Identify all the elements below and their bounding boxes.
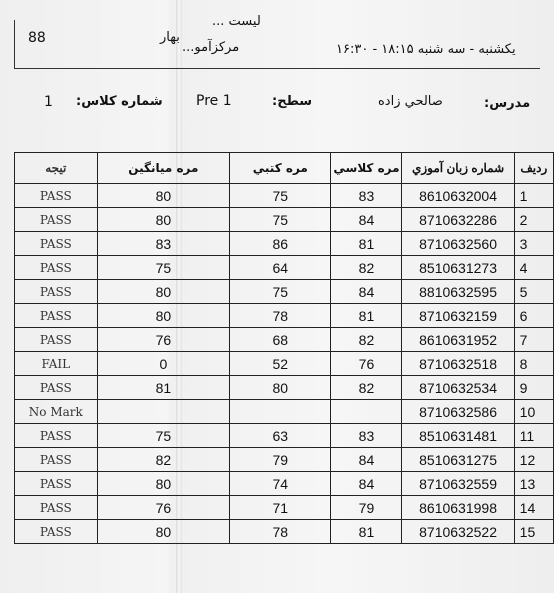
written-mark-cell: 78 bbox=[230, 520, 331, 544]
written-mark-cell: 68 bbox=[230, 328, 331, 352]
average-mark-cell: 80 bbox=[97, 472, 230, 496]
class-mark-cell: 81 bbox=[331, 232, 402, 256]
class-mark-cell bbox=[331, 400, 402, 424]
class-mark-cell: 82 bbox=[331, 328, 402, 352]
result-cell: PASS bbox=[15, 496, 98, 520]
student-id-cell: 8710632559 bbox=[402, 472, 514, 496]
result-cell: FAIL bbox=[15, 352, 98, 376]
average-mark-cell: 76 bbox=[97, 328, 230, 352]
result-cell: PASS bbox=[15, 280, 98, 304]
average-mark-cell: 80 bbox=[97, 208, 230, 232]
student-id-cell: 8610632004 bbox=[402, 184, 514, 208]
result-cell: PASS bbox=[15, 208, 98, 232]
row-number-cell: 6 bbox=[514, 304, 553, 328]
level-value: Pre 1 bbox=[196, 93, 232, 109]
row-number-cell: 5 bbox=[514, 280, 553, 304]
row-number-cell: 8 bbox=[514, 352, 553, 376]
table-row bbox=[15, 232, 554, 256]
student-id-cell: 8710632159 bbox=[402, 304, 514, 328]
row-number-cell: 3 bbox=[514, 232, 553, 256]
result-cell: PASS bbox=[15, 304, 98, 328]
table-row bbox=[15, 256, 554, 280]
average-mark-cell: 83 bbox=[97, 232, 230, 256]
class-mark-cell: 82 bbox=[331, 256, 402, 280]
result-cell: PASS bbox=[15, 232, 98, 256]
table-header-row bbox=[15, 153, 554, 184]
student-id-cell: 8810632595 bbox=[402, 280, 514, 304]
written-mark-cell: 75 bbox=[230, 184, 331, 208]
result-cell: PASS bbox=[15, 448, 98, 472]
result-cell: PASS bbox=[15, 328, 98, 352]
table-row bbox=[15, 328, 554, 352]
table-row bbox=[15, 424, 554, 448]
class-number-label: شماره كلاس: bbox=[76, 94, 163, 109]
written-mark-cell: 71 bbox=[230, 496, 331, 520]
student-id-cell: 8510631273 bbox=[402, 256, 514, 280]
table-row bbox=[15, 520, 554, 544]
written-mark-cell: 64 bbox=[230, 256, 331, 280]
written-mark-cell: 63 bbox=[230, 424, 331, 448]
written-mark-cell: 79 bbox=[230, 448, 331, 472]
table-row bbox=[15, 280, 554, 304]
row-number-cell: 13 bbox=[514, 472, 553, 496]
row-number-cell: 1 bbox=[514, 184, 553, 208]
class-mark-cell: 83 bbox=[331, 184, 402, 208]
class-mark-cell: 81 bbox=[331, 520, 402, 544]
level-label: سطح: bbox=[272, 94, 313, 109]
row-number-cell: 14 bbox=[514, 496, 553, 520]
class-mark-cell: 84 bbox=[331, 448, 402, 472]
grades-table bbox=[14, 152, 554, 544]
col-header-average-mark: مره ميانگين bbox=[97, 153, 230, 184]
class-number-value: 1 bbox=[44, 94, 53, 110]
row-number-cell: 12 bbox=[514, 448, 553, 472]
row-number-cell: 10 bbox=[514, 400, 553, 424]
result-cell: PASS bbox=[15, 376, 98, 400]
table-row bbox=[15, 304, 554, 328]
teacher-value: صالحي زاده bbox=[378, 94, 443, 109]
teacher-label: مدرس: bbox=[484, 96, 531, 111]
col-header-written-mark: مره كتبي bbox=[230, 153, 331, 184]
semester-value: 88 bbox=[28, 30, 46, 46]
average-mark-cell bbox=[97, 400, 230, 424]
written-mark-cell: 78 bbox=[230, 304, 331, 328]
average-mark-cell: 80 bbox=[97, 304, 230, 328]
student-id-cell: 8510631481 bbox=[402, 424, 514, 448]
average-mark-cell: 75 bbox=[97, 256, 230, 280]
student-id-cell: 8710632534 bbox=[402, 376, 514, 400]
class-mark-cell: 79 bbox=[331, 496, 402, 520]
average-mark-cell: 81 bbox=[97, 376, 230, 400]
written-mark-cell: 80 bbox=[230, 376, 331, 400]
written-mark-cell: 75 bbox=[230, 280, 331, 304]
result-cell: PASS bbox=[15, 520, 98, 544]
written-mark-cell: 75 bbox=[230, 208, 331, 232]
table-row bbox=[15, 208, 554, 232]
row-number-cell: 7 bbox=[514, 328, 553, 352]
class-mark-cell: 84 bbox=[331, 208, 402, 232]
class-mark-cell: 84 bbox=[331, 280, 402, 304]
row-number-cell: 11 bbox=[514, 424, 553, 448]
written-mark-cell: 86 bbox=[230, 232, 331, 256]
table-row bbox=[15, 184, 554, 208]
list-title: ليست ... bbox=[212, 14, 261, 29]
written-mark-cell: 52 bbox=[230, 352, 331, 376]
semester-label: بهار bbox=[160, 30, 180, 45]
class-mark-cell: 83 bbox=[331, 424, 402, 448]
student-id-cell: 8510631275 bbox=[402, 448, 514, 472]
table-row bbox=[15, 496, 554, 520]
table-row bbox=[15, 352, 554, 376]
result-cell: PASS bbox=[15, 424, 98, 448]
class-mark-cell: 82 bbox=[331, 376, 402, 400]
row-number-cell: 15 bbox=[514, 520, 553, 544]
table-row bbox=[15, 400, 554, 424]
table-row bbox=[15, 376, 554, 400]
class-mark-cell: 76 bbox=[331, 352, 402, 376]
student-id-cell: 8710632586 bbox=[402, 400, 514, 424]
student-id-cell: 8710632522 bbox=[402, 520, 514, 544]
student-id-cell: 8710632286 bbox=[402, 208, 514, 232]
schedule-text: يكشنبه - سه شنبه ۱۸:۱۵ - ۱۶:۳۰ bbox=[336, 42, 516, 57]
table-row bbox=[15, 448, 554, 472]
student-id-cell: 8610631998 bbox=[402, 496, 514, 520]
row-number-cell: 2 bbox=[514, 208, 553, 232]
col-header-result: تيجه bbox=[15, 153, 98, 184]
class-mark-cell: 81 bbox=[331, 304, 402, 328]
written-mark-cell bbox=[230, 400, 331, 424]
col-header-student-id: شماره زبان آموزي bbox=[402, 153, 514, 184]
header-divider-top bbox=[14, 68, 540, 69]
student-id-cell: 8610631952 bbox=[402, 328, 514, 352]
written-mark-cell: 74 bbox=[230, 472, 331, 496]
col-header-class-mark: مره كلاسي bbox=[331, 153, 402, 184]
student-id-cell: 8710632560 bbox=[402, 232, 514, 256]
average-mark-cell: 76 bbox=[97, 496, 230, 520]
col-header-row-number: رديف bbox=[514, 153, 553, 184]
table-row bbox=[15, 472, 554, 496]
center-label: مركزآمو... bbox=[182, 40, 240, 55]
average-mark-cell: 80 bbox=[97, 280, 230, 304]
class-mark-cell: 84 bbox=[331, 472, 402, 496]
result-cell: No Mark bbox=[15, 400, 98, 424]
average-mark-cell: 75 bbox=[97, 424, 230, 448]
average-mark-cell: 80 bbox=[97, 184, 230, 208]
result-cell: PASS bbox=[15, 184, 98, 208]
average-mark-cell: 82 bbox=[97, 448, 230, 472]
average-mark-cell: 0 bbox=[97, 352, 230, 376]
student-id-cell: 8710632518 bbox=[402, 352, 514, 376]
result-cell: PASS bbox=[15, 256, 98, 280]
header-vertical-left bbox=[14, 20, 15, 68]
row-number-cell: 4 bbox=[514, 256, 553, 280]
row-number-cell: 9 bbox=[514, 376, 553, 400]
result-cell: PASS bbox=[15, 472, 98, 496]
average-mark-cell: 80 bbox=[97, 520, 230, 544]
